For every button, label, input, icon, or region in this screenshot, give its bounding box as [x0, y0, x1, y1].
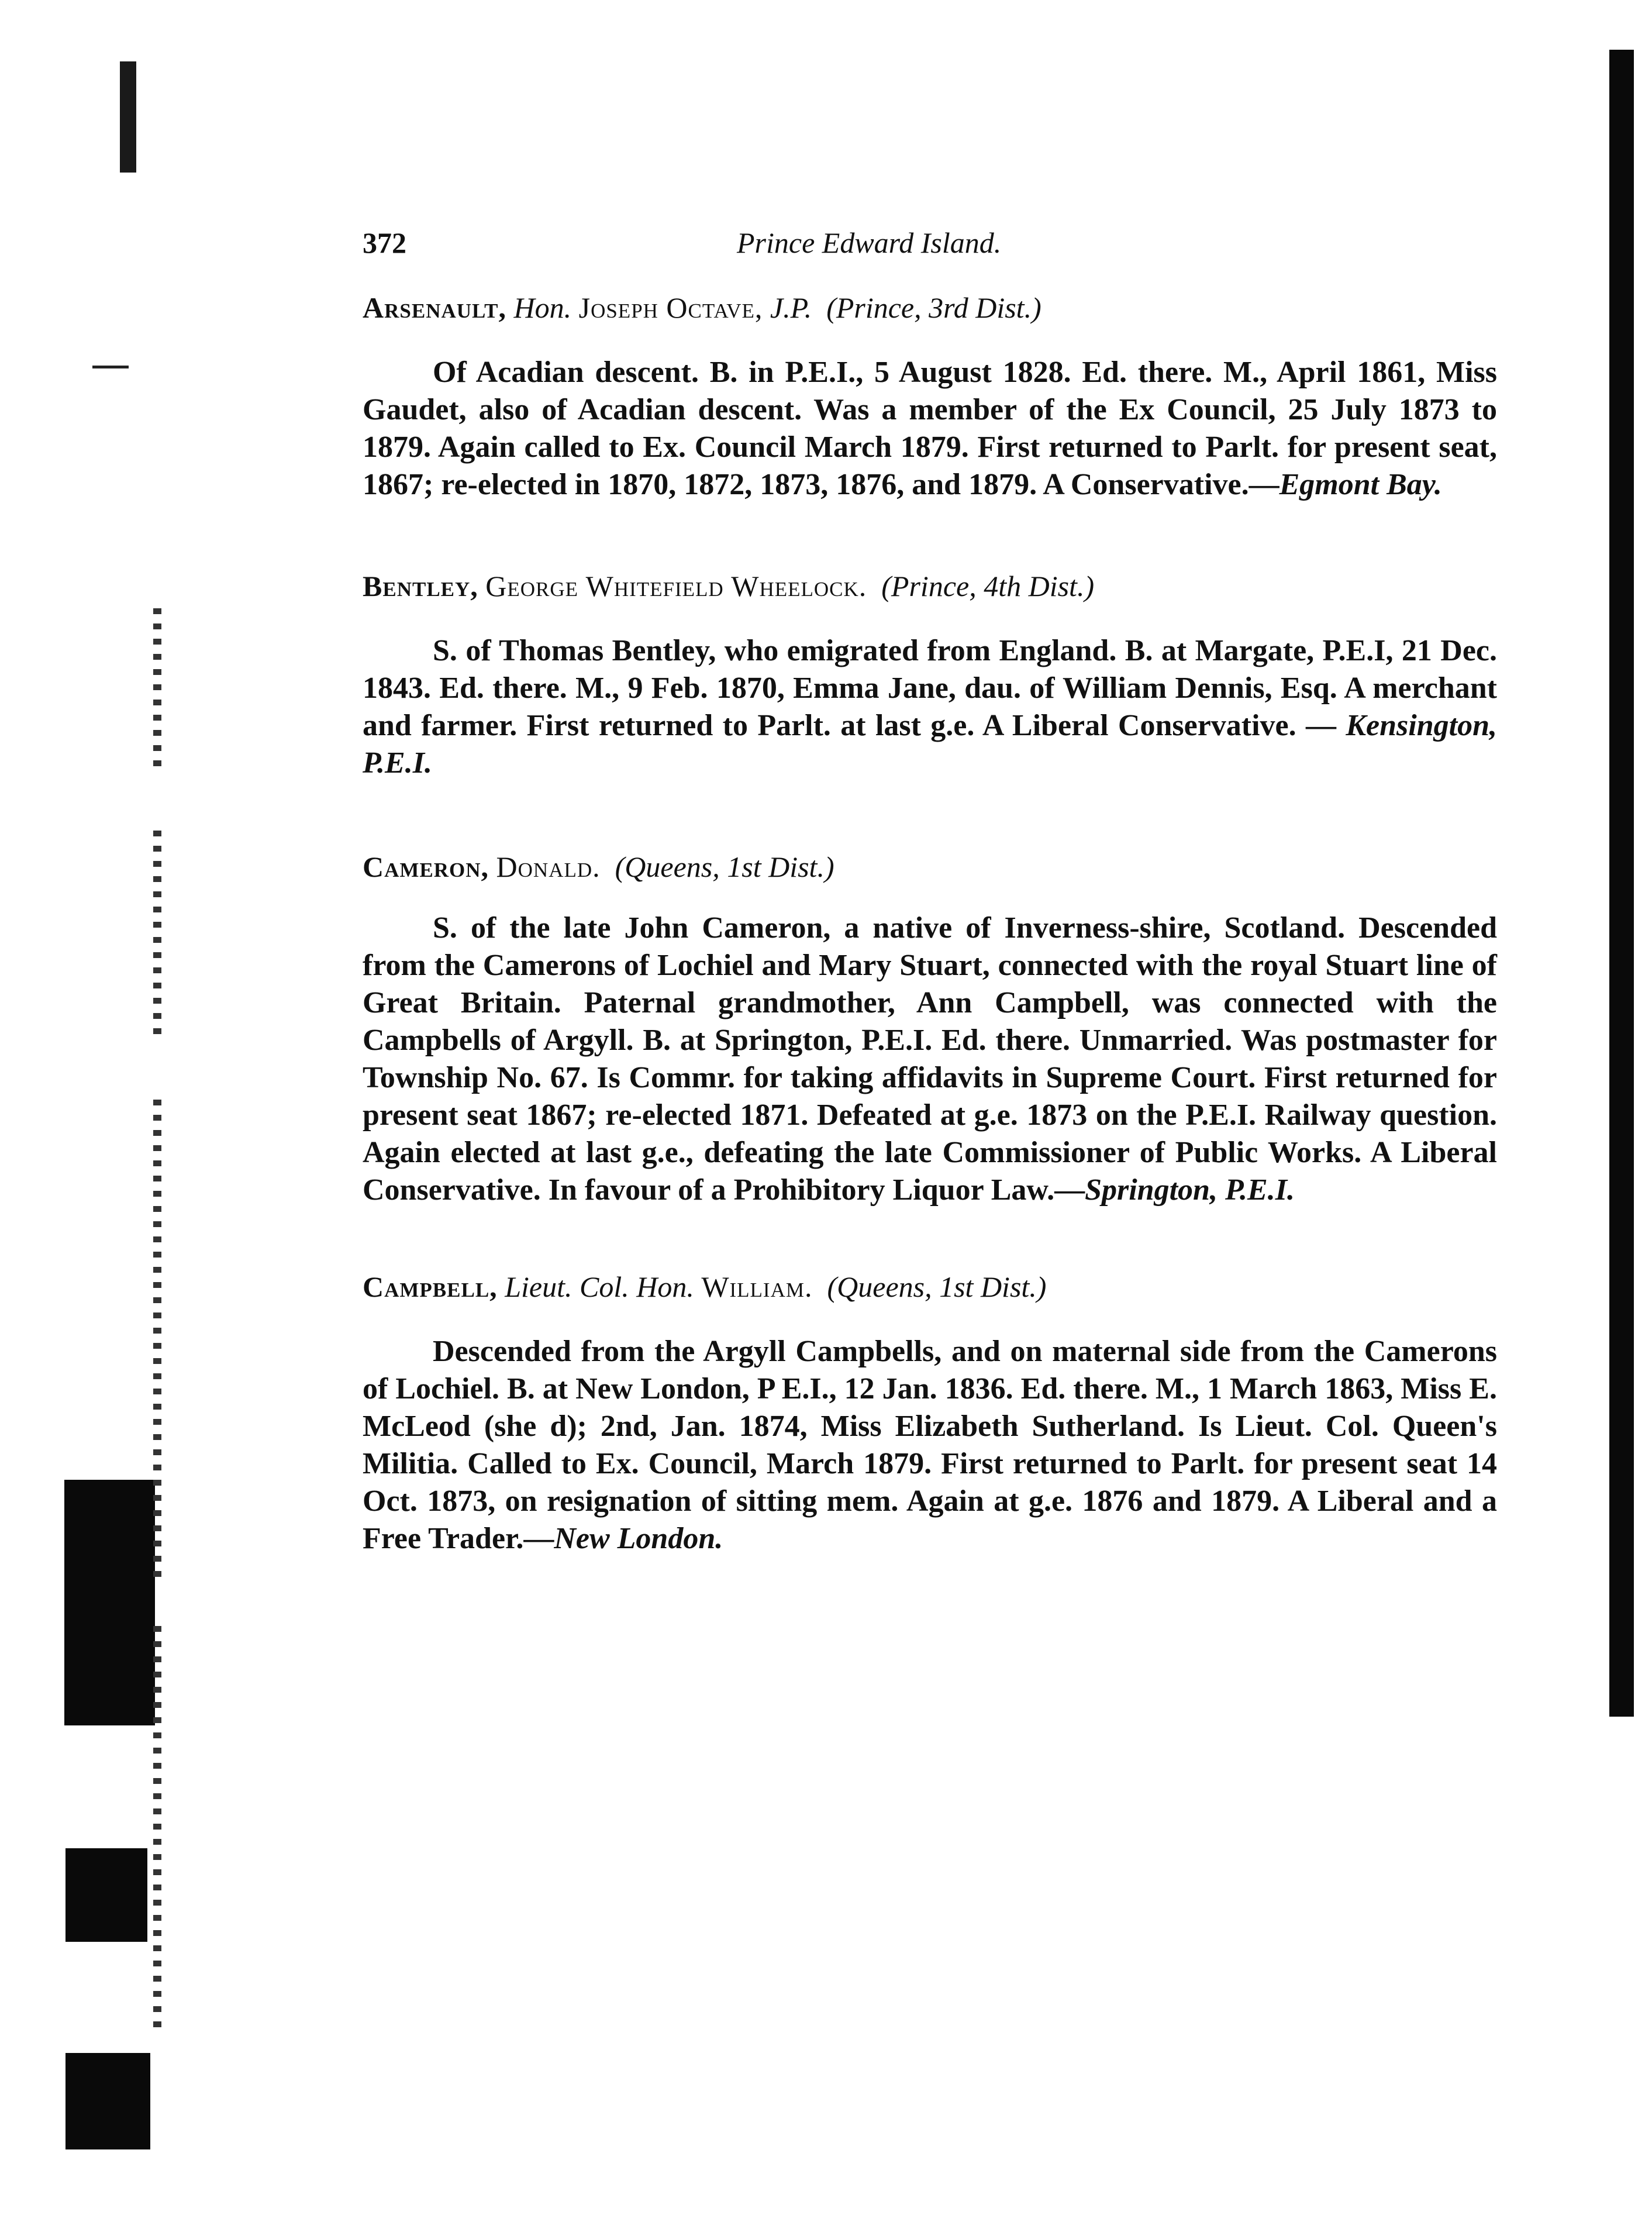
- page-number: 372: [363, 226, 406, 259]
- page-title: Prince Edward Island.: [737, 226, 1002, 259]
- biography-entry: [363, 288, 1497, 504]
- entry-given-names: Joseph Octave,: [578, 291, 763, 324]
- entry-heading: [363, 848, 1497, 886]
- entry-surname: Cameron,: [363, 850, 489, 883]
- scan-noise: [153, 831, 161, 1041]
- biography-entry: [363, 848, 1497, 1209]
- entry-surname: Arsenault,: [363, 291, 506, 324]
- scan-binding-mark: [120, 61, 136, 173]
- entry-title: Lieut. Col. Hon.: [505, 1270, 694, 1303]
- page-content: [363, 219, 1497, 1558]
- entry-district: (Prince, 4th Dist.): [881, 570, 1095, 602]
- entry-residence: Springton, P.E.I.: [1085, 1173, 1295, 1207]
- entry-body-text: S. of the late John Cameron, a native of Inverness-shire, Scotland. Descended from the Camerons of Lochiel and Mary Stuart, connected with the royal Stuart line of Great Britain. Paternal grandmother, Ann Campbell, was connected with the Campbells of Argyll. B. at Springton, P.E.I. Ed. there. Unmarried. Was postmaster for Township No. 67. Is Commr. for taking affidavits in Supreme Court. First returned for present seat 1867; re-elected 1871. Defeated at g.e. 1873 on the P.E.I. Railway question. Again elected at last g.e., defeating the late Commissioner of Public Works. A Liberal Conservative. In favour of a Prohibitory Liquor Law.—: [363, 911, 1497, 1207]
- scan-noise: [153, 608, 161, 772]
- scan-noise: [153, 1100, 161, 1579]
- running-head: [363, 219, 1497, 266]
- entry-body: [363, 632, 1497, 782]
- entry-surname: Bentley,: [363, 570, 478, 602]
- entry-residence: New London.: [554, 1522, 723, 1555]
- scan-binding-mark: [92, 366, 129, 368]
- scan-noise: [153, 1626, 161, 2035]
- entry-heading: [363, 288, 1497, 327]
- entry-title: Hon.: [513, 291, 572, 324]
- entry-residence: Kensington, P.E.I.: [363, 709, 1497, 780]
- entry-residence: Egmont Bay.: [1279, 468, 1442, 501]
- scan-binding-mark: [65, 1848, 147, 1942]
- scan-binding-mark: [64, 1480, 155, 1725]
- entry-district: (Queens, 1st Dist.): [615, 850, 834, 883]
- entry-given-names: Donald.: [496, 850, 601, 883]
- entry-heading: [363, 567, 1497, 605]
- entry-district: (Queens, 1st Dist.): [827, 1270, 1047, 1303]
- entry-heading: [363, 1267, 1497, 1306]
- entry-surname: Campbell,: [363, 1270, 498, 1303]
- scan-edge-shadow: [1609, 50, 1634, 1717]
- entry-body-text: S. of Thomas Bentley, who emigrated from England. B. at Margate, P.E.I, 21 Dec. 1843. Ed. there. M., 9 Feb. 1870, Emma Jane, dau. of William Dennis, Esq. A merchant and farmer. First returned to Parlt. at last g.e. A Liberal Conservative. —: [363, 634, 1497, 742]
- entry-district: (Prince, 3rd Dist.): [826, 291, 1041, 324]
- entry-body: [363, 1333, 1497, 1558]
- entry-suffix: J.P.: [770, 291, 812, 324]
- entry-body: [363, 910, 1497, 1209]
- entry-body-text: Of Acadian descent. B. in P.E.I., 5 August 1828. Ed. there. M., April 1861, Miss Gaudet, also of Acadian descent. Was a member of the Ex Council, 25 July 1873 to 1879. Again called to Ex. Council March 1879. First returned to Parlt. for present seat, 1867; re-elected in 1870, 1872, 1873, 1876, and 1879. A Conservative.—: [363, 356, 1497, 501]
- entry-body-text: Descended from the Argyll Campbells, and on maternal side from the Camerons of Lochiel. B. at New London, P E.I., 12 Jan. 1836. Ed. there. M., 1 March 1863, Miss E. McLeod (she d); 2nd, Jan. 1874, Miss Elizabeth Sutherland. Is Lieut. Col. Queen's Militia. Called to Ex. Council, March 1879. First returned to Parlt. for present seat 14 Oct. 1873, on resignation of sitting mem. Again at g.e. 1876 and 1879. A Liberal and a Free Trader.—: [363, 1335, 1497, 1555]
- biography-entry: [363, 567, 1497, 782]
- entry-body: [363, 354, 1497, 504]
- entry-given-names: William.: [701, 1270, 813, 1303]
- entry-given-names: George Whitefield Wheelock.: [485, 570, 867, 602]
- biography-entry: [363, 1267, 1497, 1558]
- scan-binding-mark: [65, 2053, 150, 2149]
